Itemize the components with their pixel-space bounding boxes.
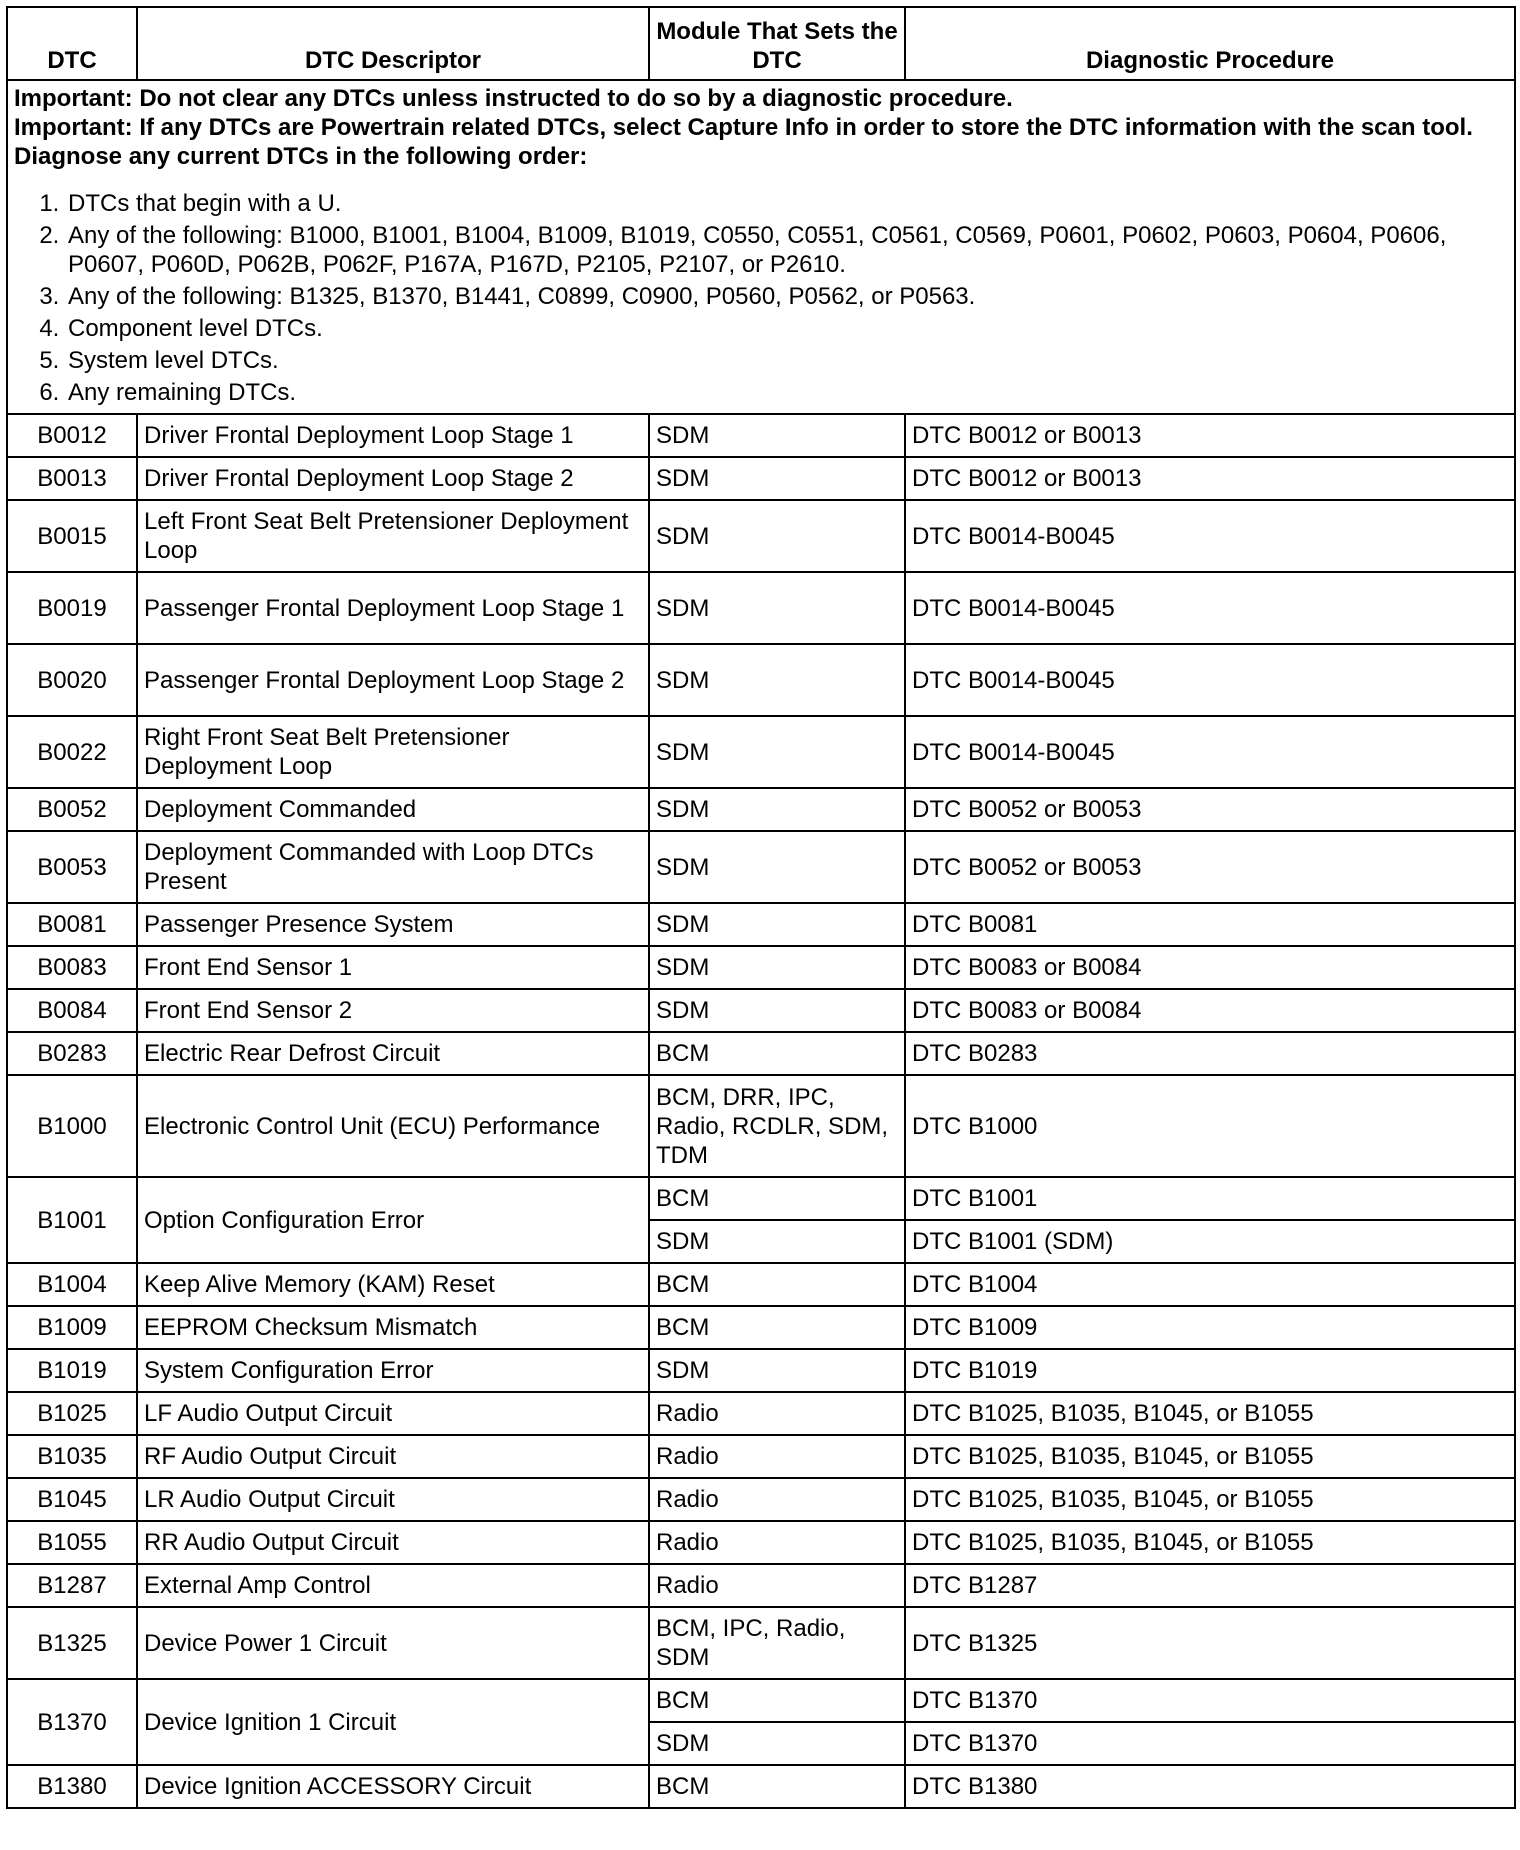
table-row (7, 500, 1515, 572)
procedure-cell: DTC B1370 (905, 1679, 1515, 1722)
dtc-code: B0019 (7, 572, 137, 644)
dtc-descriptor: Front End Sensor 1 (137, 946, 649, 989)
table-row (7, 831, 1515, 903)
important-note-1: Important: Do not clear any DTCs unless instructed to do so by a diagnostic procedure. (14, 85, 1013, 112)
table-row (7, 1765, 1515, 1808)
procedure-cell: DTC B0014-B0045 (905, 716, 1515, 788)
table-row (7, 1564, 1515, 1607)
table-row (7, 572, 1515, 644)
module-cell: BCM, IPC, Radio, SDM (649, 1607, 905, 1679)
dtc-descriptor: Device Ignition 1 Circuit (137, 1679, 649, 1765)
module-cell: SDM (649, 1722, 905, 1765)
dtc-code: B0081 (7, 903, 137, 946)
table-row (7, 1679, 1515, 1722)
procedure-cell: DTC B0014-B0045 (905, 572, 1515, 644)
table-row (7, 788, 1515, 831)
order-item: 3. Any of the following: B1325, B1370, B1441, C0899, C0900, P0560, P0562, or P0563. (66, 282, 1508, 311)
order-item: 4. Component level DTCs. (66, 314, 1508, 343)
table-row (7, 989, 1515, 1032)
table-row (7, 1075, 1515, 1177)
module-cell: Radio (649, 1435, 905, 1478)
table-row (7, 457, 1515, 500)
dtc-code: B0022 (7, 716, 137, 788)
procedure-cell: DTC B1001 (905, 1177, 1515, 1220)
dtc-descriptor: System Configuration Error (137, 1349, 649, 1392)
order-item: 1. DTCs that begin with a U. (66, 189, 1508, 218)
module-cell: SDM (649, 500, 905, 572)
header-procedure: Diagnostic Procedure (905, 7, 1515, 80)
dtc-code: B0015 (7, 500, 137, 572)
dtc-code: B0013 (7, 457, 137, 500)
procedure-cell: DTC B0283 (905, 1032, 1515, 1075)
table-row (7, 1392, 1515, 1435)
dtc-descriptor: LR Audio Output Circuit (137, 1478, 649, 1521)
module-cell: Radio (649, 1392, 905, 1435)
dtc-code: B1055 (7, 1521, 137, 1564)
table-row (7, 1032, 1515, 1075)
procedure-cell: DTC B0083 or B0084 (905, 946, 1515, 989)
module-cell: SDM (649, 788, 905, 831)
dtc-code: B0012 (7, 414, 137, 457)
dtc-code: B1009 (7, 1306, 137, 1349)
notes-row (7, 80, 1515, 414)
table-row (7, 1263, 1515, 1306)
procedure-cell: DTC B1025, B1035, B1045, or B1055 (905, 1392, 1515, 1435)
module-cell: BCM, DRR, IPC, Radio, RCDLR, SDM, TDM (649, 1075, 905, 1177)
table-row (7, 1607, 1515, 1679)
dtc-code: B1035 (7, 1435, 137, 1478)
dtc-code: B1000 (7, 1075, 137, 1177)
dtc-code: B1045 (7, 1478, 137, 1521)
dtc-descriptor: Passenger Frontal Deployment Loop Stage 1 (137, 572, 649, 644)
dtc-descriptor: Device Power 1 Circuit (137, 1607, 649, 1679)
dtc-code: B0083 (7, 946, 137, 989)
dtc-code: B1370 (7, 1679, 137, 1765)
procedure-cell: DTC B1025, B1035, B1045, or B1055 (905, 1478, 1515, 1521)
header-dtc: DTC (7, 7, 137, 80)
procedure-cell: DTC B1025, B1035, B1045, or B1055 (905, 1435, 1515, 1478)
dtc-code: B0052 (7, 788, 137, 831)
important-note-2: Important: If any DTCs are Powertrain related DTCs, select Capture Info in order to store the DTC information with the scan tool. (14, 114, 1473, 141)
module-cell: SDM (649, 989, 905, 1032)
order-item: 6. Any remaining DTCs. (66, 378, 1508, 407)
dtc-descriptor: Left Front Seat Belt Pretensioner Deployment Loop (137, 500, 649, 572)
diagnose-order-heading: Diagnose any current DTCs in the following order: (14, 143, 588, 170)
procedure-cell: DTC B0014-B0045 (905, 500, 1515, 572)
dtc-descriptor: Keep Alive Memory (KAM) Reset (137, 1263, 649, 1306)
module-cell: BCM (649, 1679, 905, 1722)
procedure-cell: DTC B1009 (905, 1306, 1515, 1349)
module-cell: SDM (649, 716, 905, 788)
dtc-descriptor: Driver Frontal Deployment Loop Stage 1 (137, 414, 649, 457)
table-row (7, 1306, 1515, 1349)
module-cell: Radio (649, 1478, 905, 1521)
table-row (7, 644, 1515, 716)
module-cell: SDM (649, 1220, 905, 1263)
dtc-code: B1380 (7, 1765, 137, 1808)
module-cell: BCM (649, 1306, 905, 1349)
dtc-descriptor: External Amp Control (137, 1564, 649, 1607)
table-row (7, 946, 1515, 989)
procedure-cell: DTC B1325 (905, 1607, 1515, 1679)
dtc-code: B1325 (7, 1607, 137, 1679)
procedure-cell: DTC B1004 (905, 1263, 1515, 1306)
module-cell: SDM (649, 414, 905, 457)
dtc-descriptor: Passenger Presence System (137, 903, 649, 946)
procedure-cell: DTC B1287 (905, 1564, 1515, 1607)
dtc-code: B0084 (7, 989, 137, 1032)
dtc-descriptor: RR Audio Output Circuit (137, 1521, 649, 1564)
dtc-code: B1025 (7, 1392, 137, 1435)
header-row (7, 7, 1515, 80)
dtc-descriptor: Option Configuration Error (137, 1177, 649, 1263)
dtc-code: B0053 (7, 831, 137, 903)
module-cell: BCM (649, 1177, 905, 1220)
dtc-code: B1001 (7, 1177, 137, 1263)
table-row (7, 1177, 1515, 1220)
dtc-descriptor: EEPROM Checksum Mismatch (137, 1306, 649, 1349)
diagnose-order-list (14, 189, 1508, 407)
procedure-cell: DTC B0012 or B0013 (905, 457, 1515, 500)
module-cell: SDM (649, 946, 905, 989)
module-cell: SDM (649, 1349, 905, 1392)
dtc-descriptor: Driver Frontal Deployment Loop Stage 2 (137, 457, 649, 500)
procedure-cell: DTC B0012 or B0013 (905, 414, 1515, 457)
dtc-descriptor: Front End Sensor 2 (137, 989, 649, 1032)
procedure-cell: DTC B1019 (905, 1349, 1515, 1392)
dtc-descriptor: Device Ignition ACCESSORY Circuit (137, 1765, 649, 1808)
procedure-cell: DTC B0083 or B0084 (905, 989, 1515, 1032)
table-row (7, 1349, 1515, 1392)
module-cell: Radio (649, 1521, 905, 1564)
module-cell: SDM (649, 903, 905, 946)
dtc-code: B1019 (7, 1349, 137, 1392)
dtc-descriptor: LF Audio Output Circuit (137, 1392, 649, 1435)
procedure-cell: DTC B1380 (905, 1765, 1515, 1808)
procedure-cell: DTC B1000 (905, 1075, 1515, 1177)
dtc-descriptor: Electric Rear Defrost Circuit (137, 1032, 649, 1075)
module-cell: SDM (649, 831, 905, 903)
module-cell: BCM (649, 1263, 905, 1306)
module-cell: BCM (649, 1765, 905, 1808)
table-row (7, 903, 1515, 946)
procedure-cell: DTC B1001 (SDM) (905, 1220, 1515, 1263)
module-cell: Radio (649, 1564, 905, 1607)
table-row (7, 1521, 1515, 1564)
dtc-descriptor: Right Front Seat Belt Pretensioner Deployment Loop (137, 716, 649, 788)
notes-cell (7, 80, 1515, 414)
dtc-table (6, 6, 1516, 1809)
procedure-cell: DTC B1370 (905, 1722, 1515, 1765)
dtc-descriptor: Electronic Control Unit (ECU) Performance (137, 1075, 649, 1177)
table-row (7, 716, 1515, 788)
dtc-code: B0283 (7, 1032, 137, 1075)
table-row (7, 1435, 1515, 1478)
table-row (7, 414, 1515, 457)
dtc-descriptor: Deployment Commanded with Loop DTCs Present (137, 831, 649, 903)
module-cell: SDM (649, 572, 905, 644)
procedure-cell: DTC B0052 or B0053 (905, 788, 1515, 831)
header-module: Module That Sets the DTC (649, 7, 905, 80)
procedure-cell: DTC B0052 or B0053 (905, 831, 1515, 903)
dtc-code: B1004 (7, 1263, 137, 1306)
module-cell: SDM (649, 457, 905, 500)
dtc-descriptor: Deployment Commanded (137, 788, 649, 831)
dtc-descriptor: RF Audio Output Circuit (137, 1435, 649, 1478)
module-cell: BCM (649, 1032, 905, 1075)
dtc-descriptor: Passenger Frontal Deployment Loop Stage 2 (137, 644, 649, 716)
dtc-code: B1287 (7, 1564, 137, 1607)
table-row (7, 1478, 1515, 1521)
module-cell: SDM (649, 644, 905, 716)
procedure-cell: DTC B0081 (905, 903, 1515, 946)
order-item: 2. Any of the following: B1000, B1001, B1004, B1009, B1019, C0550, C0551, C0561, C0569, P0601, P0602, P0603, P0604, P0606, P0607, P060D, P062B, P062F, P167A, P167D, P2105, P2107, or P2610. (66, 221, 1508, 279)
procedure-cell: DTC B0014-B0045 (905, 644, 1515, 716)
procedure-cell: DTC B1025, B1035, B1045, or B1055 (905, 1521, 1515, 1564)
order-item: 5. System level DTCs. (66, 346, 1508, 375)
dtc-code: B0020 (7, 644, 137, 716)
header-descriptor: DTC Descriptor (137, 7, 649, 80)
